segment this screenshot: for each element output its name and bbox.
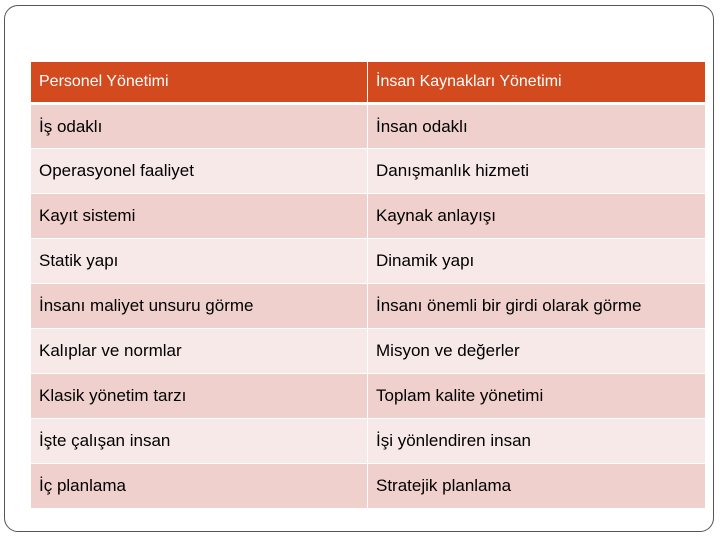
table-row — [31, 419, 706, 464]
table-row — [31, 284, 706, 329]
header-personel-yonetimi: Personel Yönetimi — [31, 62, 368, 104]
table-body — [31, 104, 706, 509]
cell-ik: Kaynak anlayışı — [368, 194, 706, 239]
cell-personel: Klasik yönetim tarzı — [31, 374, 368, 419]
cell-ik: Danışmanlık hizmeti — [368, 149, 706, 194]
table-row — [31, 104, 706, 149]
slide-frame — [4, 5, 714, 532]
table-row — [31, 149, 706, 194]
cell-personel: Operasyonel faaliyet — [31, 149, 368, 194]
comparison-table — [30, 61, 706, 509]
cell-personel: İş odaklı — [31, 104, 368, 149]
header-insan-kaynaklari-yonetimi: İnsan Kaynakları Yönetimi — [368, 62, 706, 104]
cell-ik: Toplam kalite yönetimi — [368, 374, 706, 419]
table-row — [31, 194, 706, 239]
table-row — [31, 239, 706, 284]
table-row — [31, 374, 706, 419]
cell-personel: İç planlama — [31, 464, 368, 509]
cell-ik: Misyon ve değerler — [368, 329, 706, 374]
table-row — [31, 329, 706, 374]
cell-personel: Statik yapı — [31, 239, 368, 284]
table-row — [31, 464, 706, 509]
header-row — [31, 62, 706, 104]
cell-personel: İşte çalışan insan — [31, 419, 368, 464]
cell-ik: İşi yönlendiren insan — [368, 419, 706, 464]
cell-ik: Dinamik yapı — [368, 239, 706, 284]
cell-ik: Stratejik planlama — [368, 464, 706, 509]
cell-personel: Kalıplar ve normlar — [31, 329, 368, 374]
cell-ik: İnsan odaklı — [368, 104, 706, 149]
cell-personel: İnsanı maliyet unsuru görme — [31, 284, 368, 329]
cell-ik: İnsanı önemli bir girdi olarak görme — [368, 284, 706, 329]
cell-personel: Kayıt sistemi — [31, 194, 368, 239]
table-header — [31, 62, 706, 104]
